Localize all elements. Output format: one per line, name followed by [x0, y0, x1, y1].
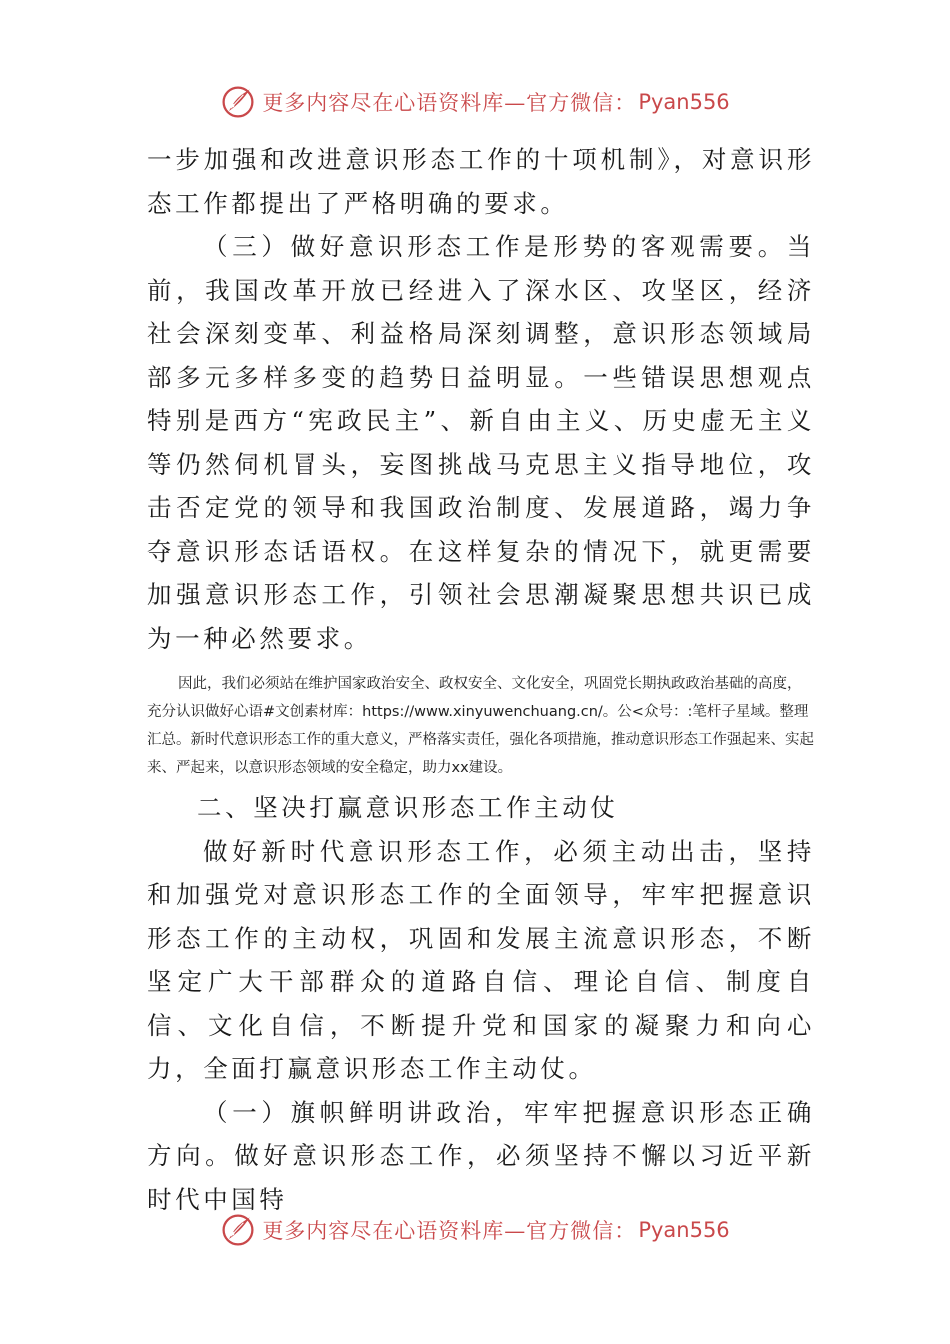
- watermark-text: 更多内容尽在心语资料库—官方微信：: [262, 91, 637, 115]
- pen-logo-icon: [220, 84, 256, 120]
- footer-watermark: [0, 1208, 950, 1252]
- paragraph-subsection-1: （一）旗帜鲜明讲政治，牢牢把握意识形态正确方向。做好意识形态工作，必须坚持不懈以习近平新时代中国特: [147, 1097, 815, 1214]
- watermark-text: 更多内容尽在心语资料库—官方微信：: [262, 1219, 637, 1243]
- watermark-wechat-id: Pyan556: [638, 90, 730, 114]
- paragraph-section-3: （三）做好意识形态工作是形势的客观需要。当前，我国改革开放已经进入了深水区、攻坚区，经济社会深刻变革、利益格局深刻调整，意识形态领域局部多元多样多变的趋势日益明显。一些错误思想观点特别是西方“宪政民主”、新自由主义、历史虚无主义等仍然伺机冒头，妄图挑战马克思主义指导地位，攻击否定党的领导和我国政治制度、发展道路，竭力争夺意识形态话语权。在这样复杂的情况下，就更需要加强意识形态工作，引领社会思潮凝聚思想共识已成为一种必然要求。: [147, 232, 815, 653]
- section-heading-2: 二、坚决打赢意识形态工作主动仗: [197, 793, 619, 822]
- paragraph-continued: 一步加强和改进意识形态工作的十项机制》，对意识形态工作都提出了严格明确的要求。: [147, 145, 815, 218]
- header-watermark: [0, 80, 950, 124]
- document-body: [147, 138, 815, 1221]
- watermark-wechat-id: Pyan556: [638, 1218, 730, 1242]
- pen-logo-icon: [220, 1212, 256, 1248]
- paragraph-small-note: 因此，我们必须站在维护国家政治安全、政权安全、文化安全，巩固党长期执政政治基础的高度，充分认识做好心语#文创素材库：https://www.xinyuwenchuang.cn/。公<众号：:笔杆子星域。整理汇总。新时代意识形态工作的重大意义，严格落实责任，强化各项措施，推动意识形态工作强起来、实起来、严起来，以意识形态领域的安全稳定，助力xx建设。: [147, 676, 814, 776]
- paragraph-section-2-intro: 做好新时代意识形态工作，必须主动出击，坚持和加强党对意识形态工作的全面领导，牢牢把握意识形态工作的主动权，巩固和发展主流意识形态，不断坚定广大干部群众的道路自信、理论自信、制度自信、文化自信，不断提升党和国家的凝聚力和向心力，全面打赢意识形态工作主动仗。: [147, 836, 815, 1083]
